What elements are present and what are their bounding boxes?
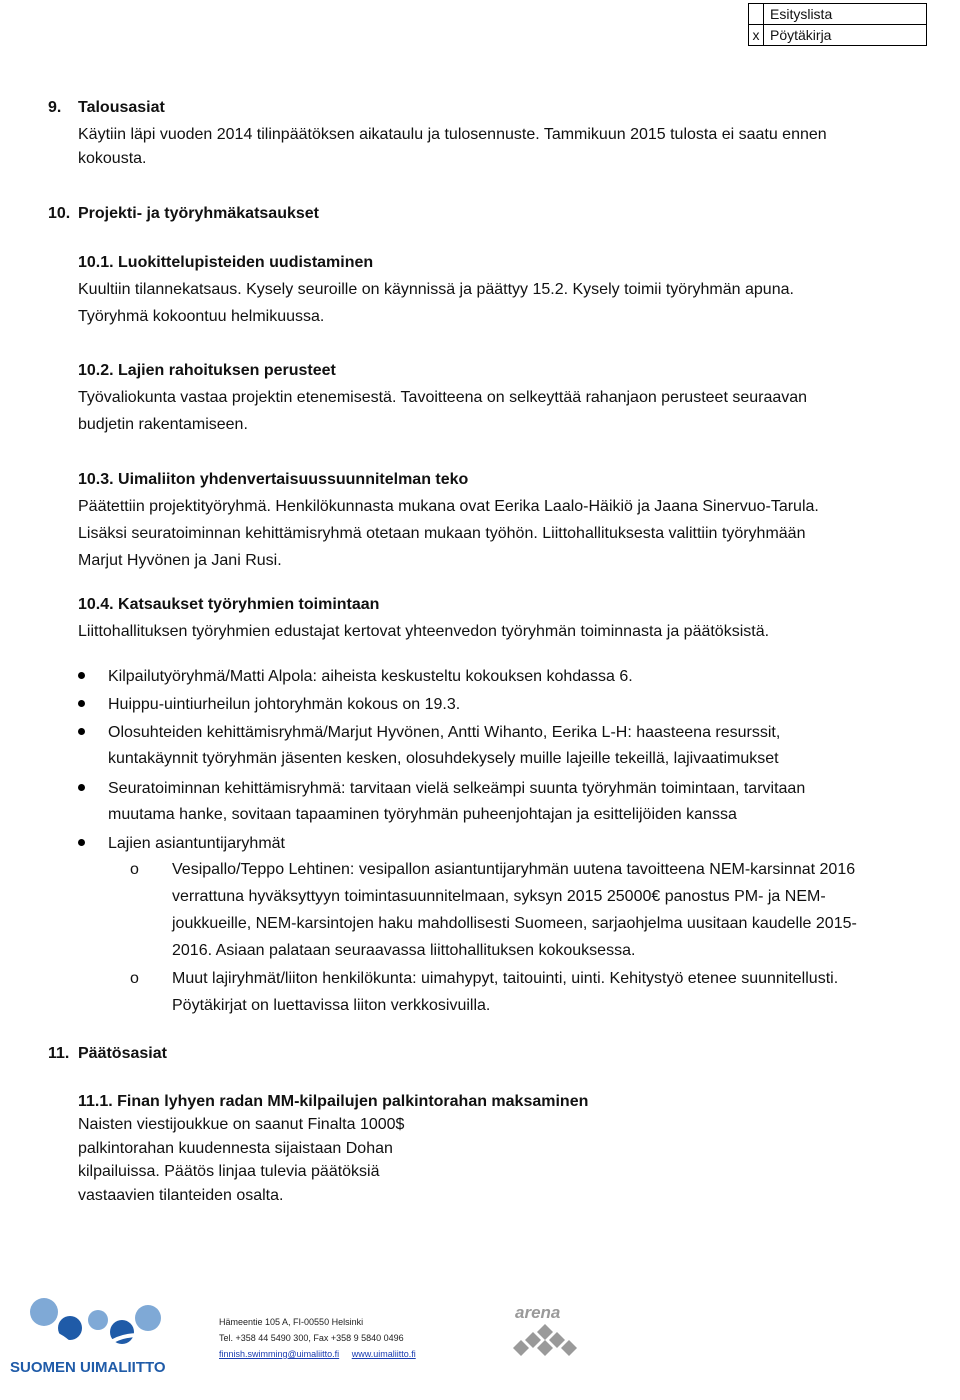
- doc-type-mark: x: [749, 25, 764, 46]
- section-9-text: kokousta.: [78, 150, 147, 167]
- section-10-title: Projekti- ja työryhmäkatsaukset: [78, 205, 319, 222]
- subsection-10-3-text: Päätettiin projektityöryhmä. Henkilökunnasta mukana ovat Eerika Laalo-Häikiö ja Jaana Sinervuo-Tarula.: [78, 498, 819, 515]
- subsection-11-1-text: vastaavien tilanteiden osalta.: [78, 1187, 284, 1204]
- doc-type-row-agenda: [749, 4, 927, 25]
- footer-web-link[interactable]: www.uimaliitto.fi: [351, 1349, 416, 1359]
- sub-bullet-item-continuation: verrattuna hyväksyttyyn toimintasuunnitelmaan, syksyn 2015 25000€ panostus PM- ja NEM-: [172, 888, 826, 905]
- subsection-10-2-text: Työvaliokunta vastaa projektin etenemisestä. Tavoitteena on selkeyttää rahanjaon perusteet seuraavan: [78, 389, 808, 406]
- subsection-10-2-text: budjetin rakentamiseen.: [78, 416, 248, 433]
- bullet-item-continuation: muutama hanke, sovitaan tapaaminen työryhmän puheenjohtajan ja esittelijöiden kanssa: [108, 806, 737, 823]
- subsection-10-3-text: Marjut Hyvönen ja Jani Rusi.: [78, 552, 282, 569]
- section-9-title: Talousasiat: [78, 99, 165, 116]
- sub-bullet-marker: o: [130, 970, 139, 987]
- subsection-11-1-text: palkintorahan kuudennesta sijaistaan Dohan: [78, 1140, 393, 1157]
- sub-bullet-item: Muut lajiryhmät/liiton henkilökunta: uimahypyt, taitouinti, uinti. Kehitystyö etenee suunnitellusti.: [172, 970, 839, 987]
- doc-type-label: Esityslista: [764, 4, 927, 25]
- arena-sponsor-logo: [505, 1302, 585, 1364]
- footer-links: [219, 1346, 416, 1362]
- bullet-item: Seuratoiminnan kehittämisryhmä: tarvitaan vielä selkeämpi suunta työryhmän toimintaan, tarvitaan: [108, 775, 805, 802]
- sub-bullet-item-continuation: joukkueille, NEM-karsintojen haku mahdollisesti Suomeen, sarjaohjelma uusitaan kaudelle 2015-: [172, 915, 857, 932]
- section-9-text: Käytiin läpi vuoden 2014 tilinpäätöksen aikataulu ja tulosennuste. Tammikuun 2015 tulosta ei saatu ennen: [78, 126, 827, 143]
- doc-type-label: Pöytäkirja: [764, 25, 927, 46]
- subsection-10-4-text: Liittohallituksen työryhmien edustajat kertovat yhteenvedon työryhmän toiminnasta ja päätöksistä.: [78, 623, 770, 640]
- bullet-item-continuation: kuntakäynnit työryhmän jäsenten kesken, olosuhdekysely muille lajeille tekeillä, lajivaatimukset: [108, 750, 779, 767]
- sub-bullet-item-continuation: 2016. Asiaan palataan seuraavassa liittohallituksen kokouksessa.: [172, 942, 636, 959]
- subsection-10-3-title: 10.3. Uimaliiton yhdenvertaisuussuunnitelman teko: [78, 471, 469, 488]
- bullet-item: Lajien asiantuntijaryhmät: [108, 830, 285, 857]
- page-footer: [0, 1280, 960, 1400]
- sponsor-text: arena: [515, 1303, 561, 1322]
- footer-phone: Tel. +358 44 5490 300, Fax +358 9 5840 0496: [219, 1333, 404, 1343]
- sub-bullet-item: Vesipallo/Teppo Lehtinen: vesipallon asiantuntijaryhmän uutena tavoitteena NEM-karsinnat 2016: [172, 861, 856, 878]
- footer-email-link[interactable]: finnish.swimming@uimaliitto.fi: [219, 1349, 340, 1359]
- logo-text: SUOMEN UIMALIITTO: [10, 1359, 166, 1374]
- document-type-box: [748, 3, 927, 46]
- suomen-uimaliitto-logo: [10, 1290, 180, 1374]
- doc-type-row-minutes: [749, 25, 927, 46]
- subsection-10-2-title: 10.2. Lajien rahoituksen perusteet: [78, 362, 336, 379]
- section-10-number: 10.: [48, 205, 71, 222]
- subsection-10-1-text: Työryhmä kokoontuu helmikuussa.: [78, 308, 325, 325]
- bullet-item: Huippu-uintiurheilun johtoryhmän kokous on 19.3.: [108, 691, 460, 718]
- footer-address: Hämeentie 105 A, FI-00550 Helsinki: [219, 1317, 364, 1327]
- sub-bullet-marker: o: [130, 861, 139, 878]
- subsection-11-1-title: 11.1. Finan lyhyen radan MM-kilpailujen palkintorahan maksaminen: [78, 1093, 589, 1110]
- section-9-number: 9.: [48, 99, 62, 116]
- subsection-10-4-title: 10.4. Katsaukset työryhmien toimintaan: [78, 596, 380, 613]
- bullet-item: Kilpailutyöryhmä/Matti Alpola: aiheista keskusteltu kokouksen kohdassa 6.: [108, 663, 633, 690]
- subsection-11-1-text: Naisten viestijoukkue on saanut Finalta 1000$: [78, 1116, 405, 1133]
- section-11-number: 11.: [48, 1045, 70, 1062]
- footer-address-block: [219, 1314, 416, 1362]
- subsection-10-3-text: Lisäksi seuratoiminnan kehittämisryhmä otetaan mukaan työhön. Liittohallituksesta valittiin työryhmään: [78, 525, 806, 542]
- section-11-title: Päätösasiat: [78, 1045, 167, 1062]
- sub-bullet-item-continuation: Pöytäkirjat on luettavissa liiton verkkosivuilla.: [172, 997, 491, 1014]
- subsection-10-1-title: 10.1. Luokittelupisteiden uudistaminen: [78, 254, 374, 271]
- bullet-item: Olosuhteiden kehittämisryhmä/Marjut Hyvönen, Antti Wihanto, Eerika L-H: haasteena resurssit,: [108, 719, 780, 746]
- subsection-10-1-text: Kuultiin tilannekatsaus. Kysely seuroille on käynnissä ja päättyy 15.2. Kysely toimii työryhmän apuna.: [78, 281, 794, 298]
- subsection-11-1-text: kilpailuissa. Päätös linjaa tulevia päätöksiä: [78, 1163, 380, 1180]
- doc-type-mark: [749, 4, 764, 25]
